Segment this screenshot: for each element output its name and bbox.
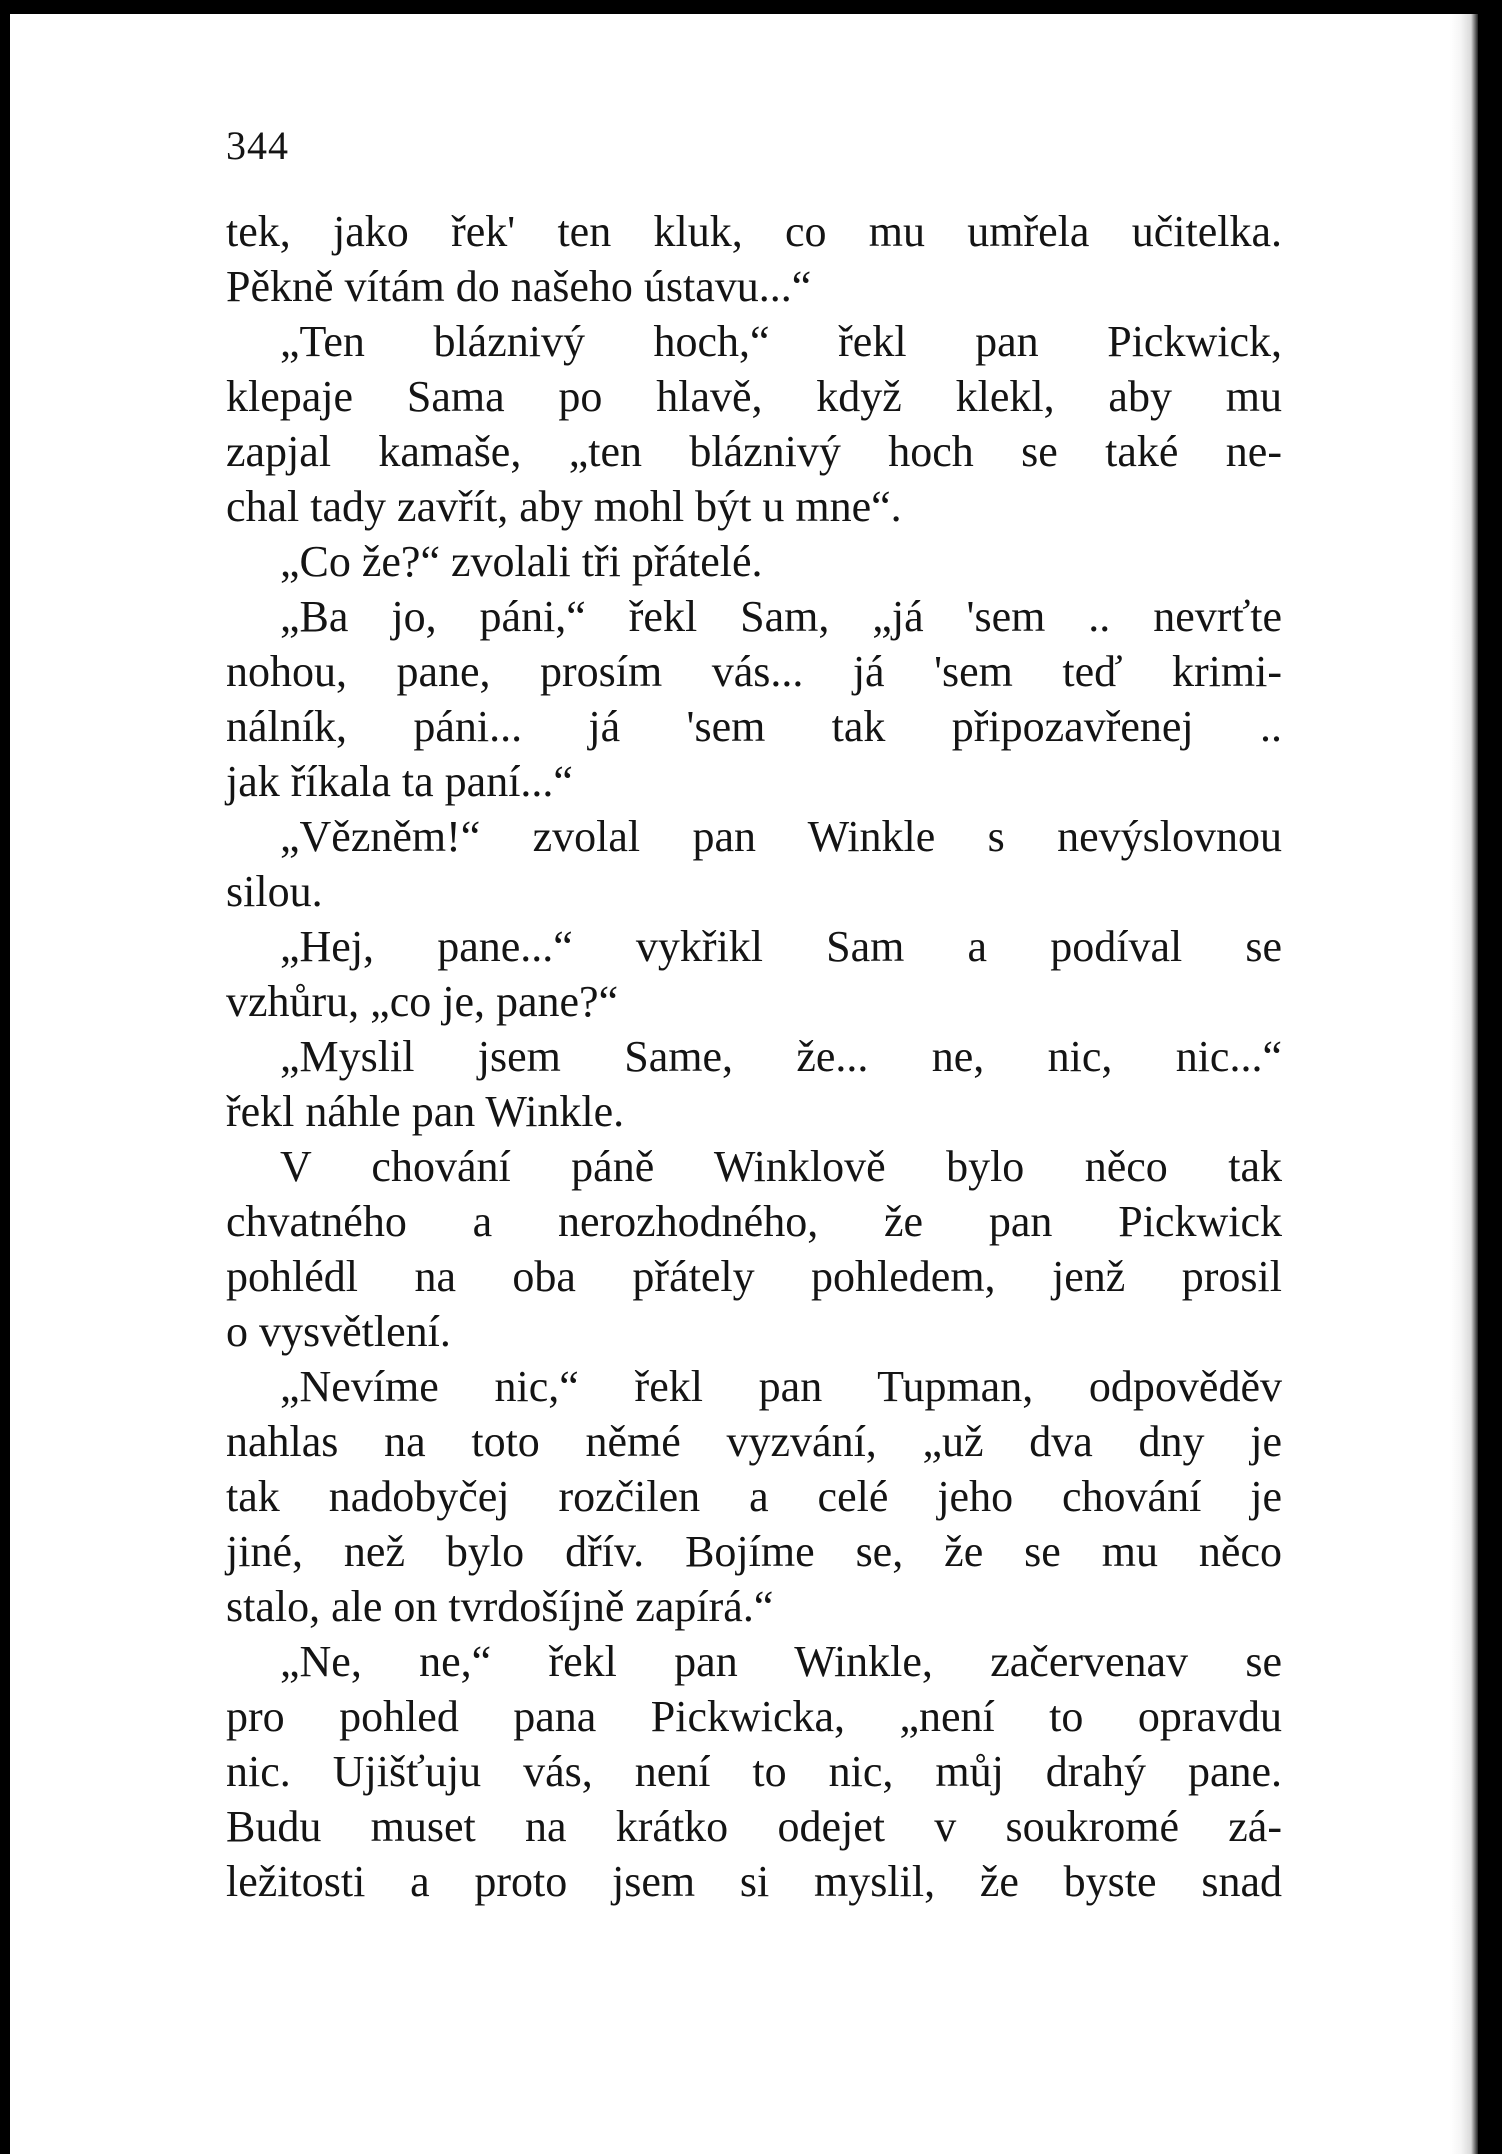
text-line: „Nevíme nic,“ řekl pan Tupman, odpověděv <box>280 1362 1282 1411</box>
text-line: „Hej, pane...“ vykřikl Sam a podíval se <box>280 922 1282 971</box>
text-line: chvatného a nerozhodného, že pan Pickwick <box>226 1197 1282 1246</box>
text-line: řekl náhle pan Winkle. <box>226 1087 625 1136</box>
text-line: „Ne, ne,“ řekl pan Winkle, začervenav se <box>280 1637 1282 1686</box>
text-line: chal tady zavřít, aby mohl být u mne“. <box>226 482 902 531</box>
text-line: „Vězněm!“ zvolal pan Winkle s nevýslovnou <box>280 812 1282 861</box>
text-line: Pěkně vítám do našeho ústavu...“ <box>226 262 812 311</box>
text-line: „Myslil jsem Same, že... ne, nic, nic...“ <box>280 1032 1282 1081</box>
text-line: klepaje Sama po hlavě, když klekl, aby mu <box>226 372 1282 421</box>
page-fold-shadow <box>1450 14 1478 2154</box>
text-line: nic. Ujišťuju vás, není to nic, můj drahý pane. <box>226 1747 1282 1796</box>
text-line: Budu muset na krátko odejet v soukromé zá- <box>226 1802 1282 1851</box>
text-line: V chování páně Winklově bylo něco tak <box>280 1142 1282 1191</box>
text-line: nálník, páni... já 'sem tak připozavřenej .. <box>226 702 1282 751</box>
text-line: „Ba jo, páni,“ řekl Sam, „já 'sem .. nevrťte <box>280 592 1282 641</box>
text-line: silou. <box>226 867 323 916</box>
text-line: ležitosti a proto jsem si myslil, že byste snad <box>226 1857 1282 1906</box>
text-line: nohou, pane, prosím vás... já 'sem teď krimi- <box>226 647 1282 696</box>
text-line: zapjal kamaše, „ten bláznivý hoch se také ne- <box>226 427 1282 476</box>
text-line: tak nadobyčej rozčilen a celé jeho chování je <box>226 1472 1282 1521</box>
text-line: stalo, ale on tvrdošíjně zapírá.“ <box>226 1582 774 1631</box>
scan-left-border <box>0 0 10 2154</box>
text-line: pohlédl na oba přátely pohledem, jenž prosil <box>226 1252 1282 1301</box>
body-text <box>226 204 1282 1909</box>
scan-top-border <box>0 0 1502 14</box>
text-line: tek, jako řek' ten kluk, co mu umřela učitelka. <box>226 207 1282 256</box>
text-line: „Co že?“ zvolali tři přátelé. <box>280 537 763 586</box>
page-number: 344 <box>226 123 289 168</box>
text-line: vzhůru, „co je, pane?“ <box>226 977 619 1026</box>
text-line: jiné, než bylo dřív. Bojíme se, že se mu něco <box>226 1527 1282 1576</box>
text-line: nahlas na toto němé vyzvání, „už dva dny je <box>226 1417 1282 1466</box>
text-line: „Ten bláznivý hoch,“ řekl pan Pickwick, <box>280 317 1282 366</box>
text-line: pro pohled pana Pickwicka, „není to opravdu <box>226 1692 1282 1741</box>
text-line: o vysvětlení. <box>226 1307 451 1356</box>
text-line: jak říkala ta paní...“ <box>226 757 573 806</box>
scan-right-border <box>1478 0 1502 2154</box>
